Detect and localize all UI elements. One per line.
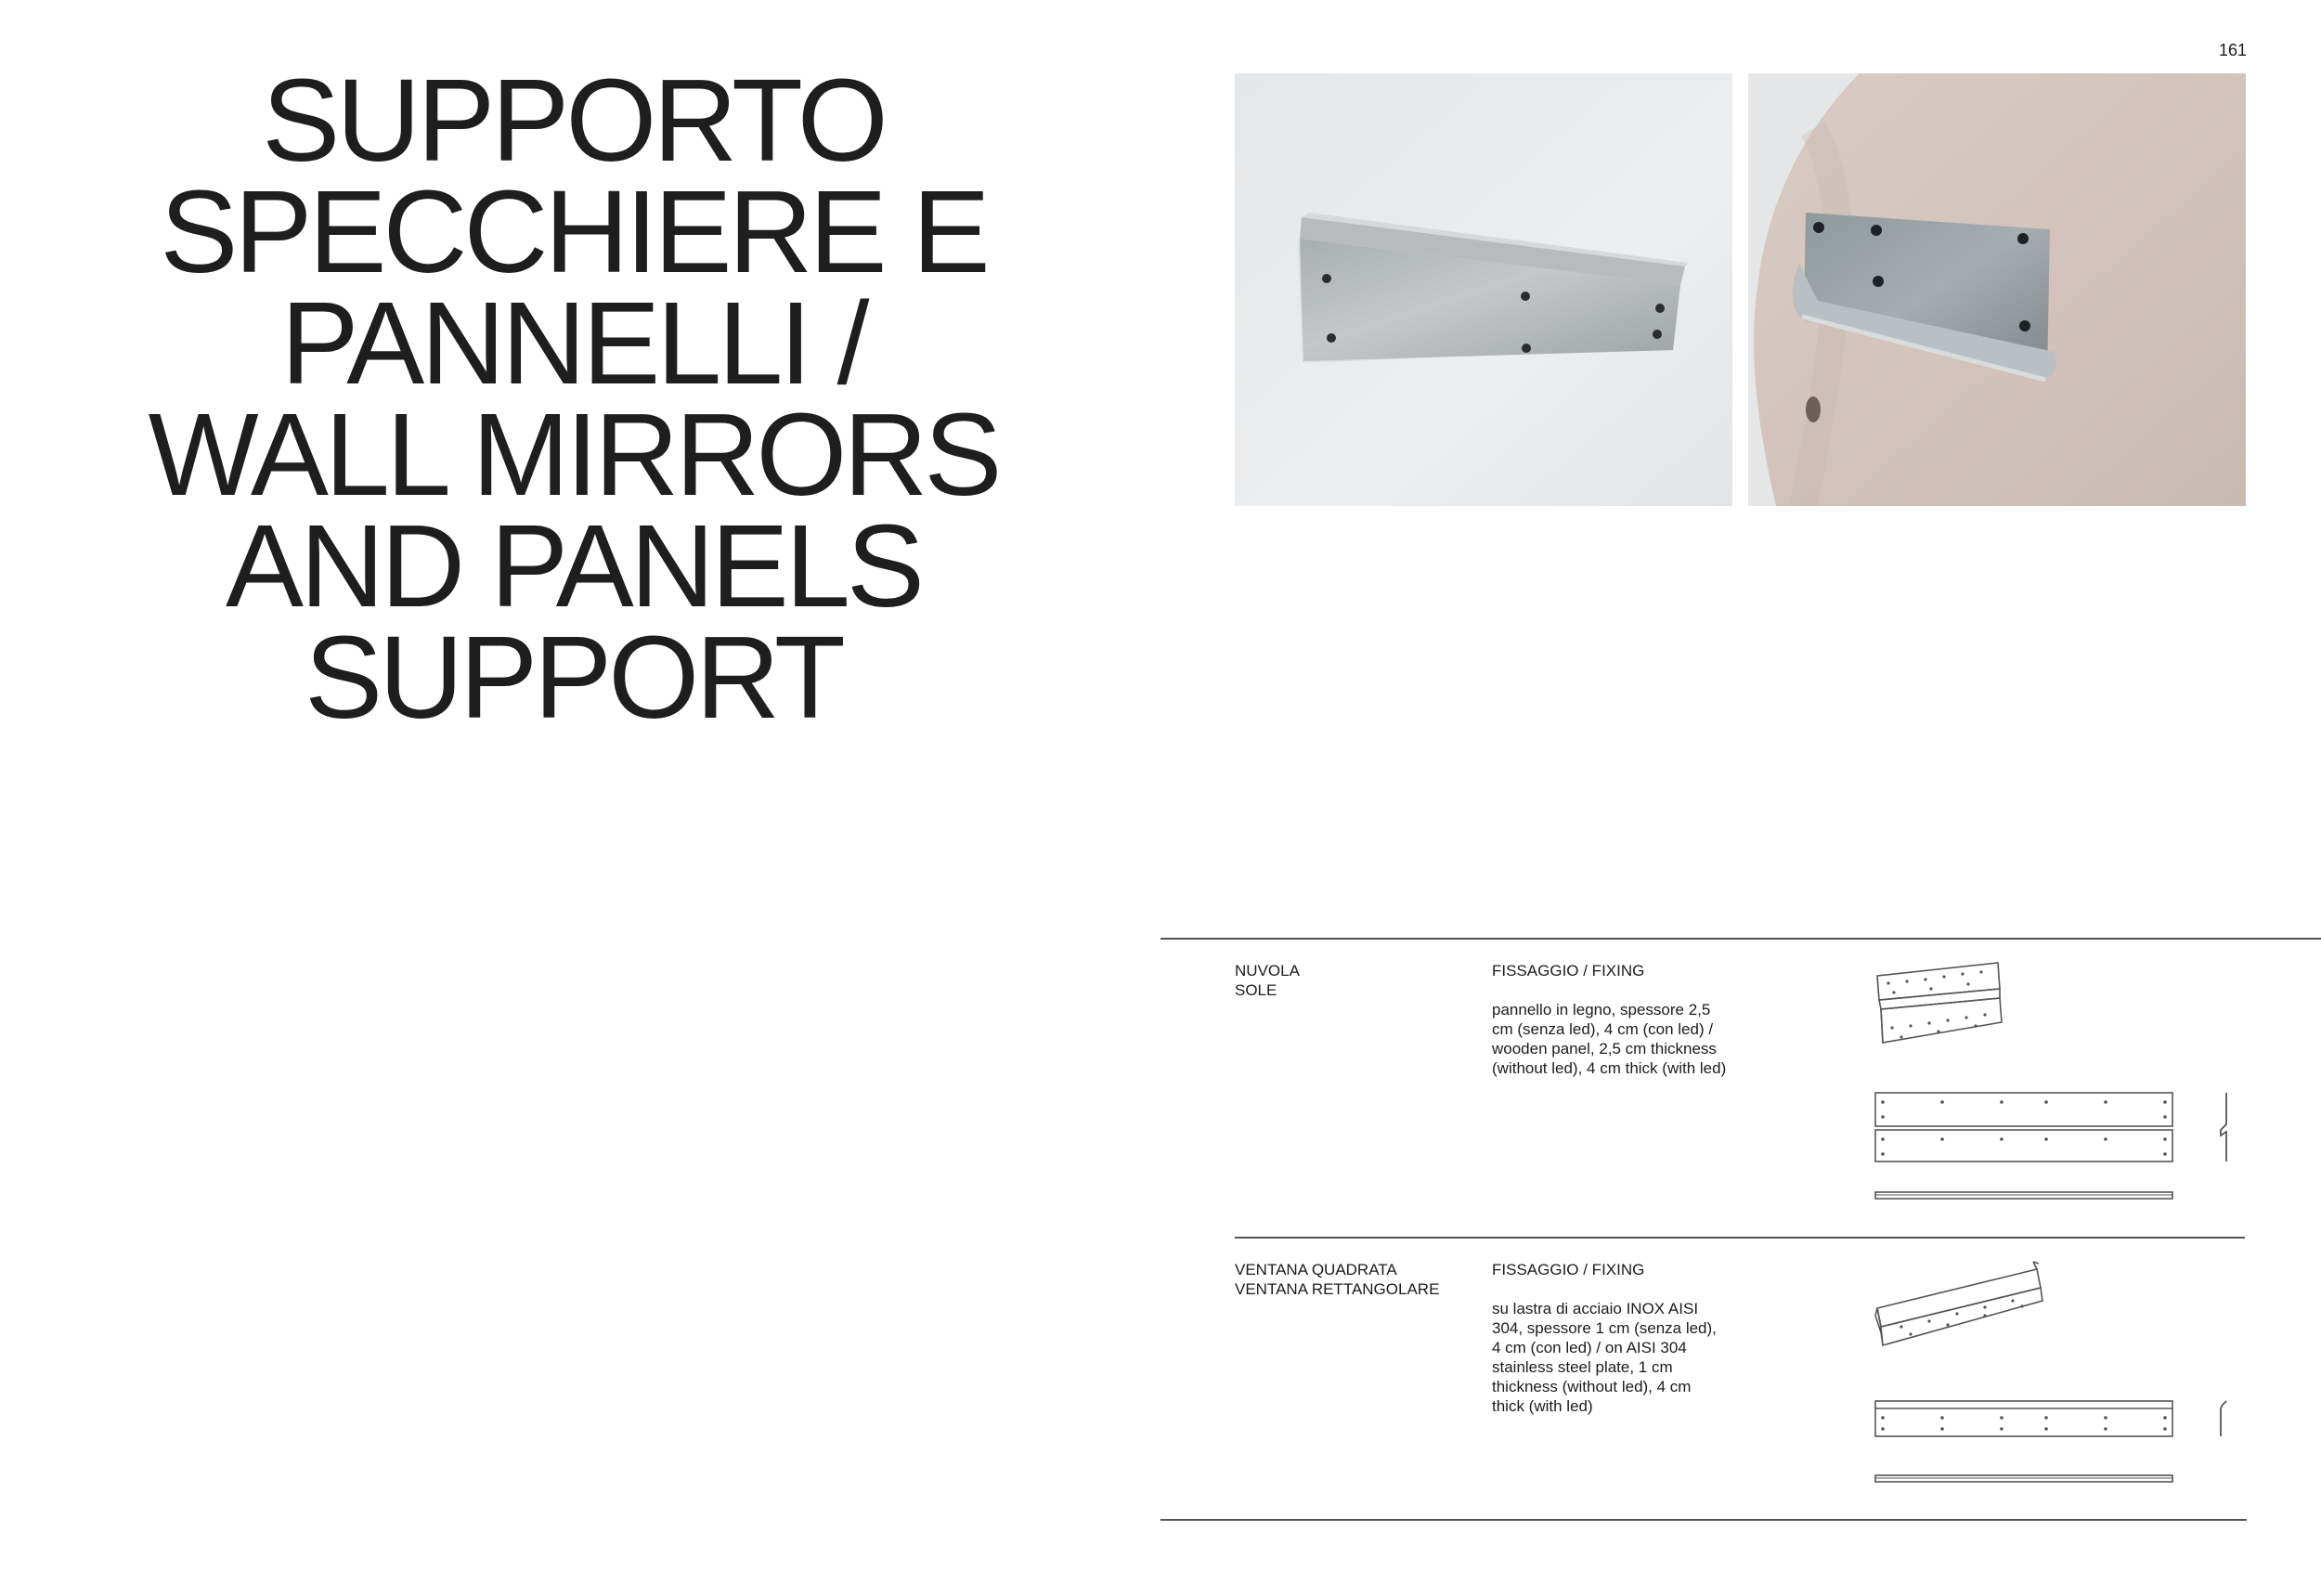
fixing-line: thickness (without led), 4 cm — [1492, 1378, 1692, 1395]
product-names — [1235, 961, 1476, 1000]
fixing-description — [1492, 1000, 1752, 1078]
plate-bracket-side-profile-drawing — [2217, 1399, 2230, 1438]
fixing-line: pannello in legno, spessore 2,5 — [1492, 1001, 1711, 1019]
section-divider-top — [1160, 938, 2321, 940]
product-name: SOLE — [1235, 981, 1277, 999]
page-number: 161 — [2218, 41, 2247, 59]
fixing-line: thick (with led) — [1492, 1397, 1593, 1415]
bracket-perspective-drawing — [1874, 961, 2003, 1050]
section-divider-middle — [1235, 1237, 2245, 1239]
fixing-line: cm (senza led), 4 cm (con led) / — [1492, 1020, 1714, 1038]
title-line: PANNELLI / — [280, 278, 866, 409]
bracket-front-view-drawing — [1874, 1091, 2174, 1163]
fixing-line: su lastra di acciaio INOX AISI — [1492, 1300, 1699, 1317]
fixing-description — [1492, 1299, 1752, 1416]
page-title — [0, 55, 1147, 743]
fixing-title: FISSAGGIO / FIXING — [1492, 1261, 1645, 1278]
title-line: SUPPORTO — [262, 55, 885, 186]
product-name: VENTANA RETTANGOLARE — [1235, 1280, 1440, 1298]
bracket-panel-photo — [1748, 73, 2246, 506]
fixing-line: (without led), 4 cm thick (with led) — [1492, 1059, 1727, 1077]
product-name: VENTANA QUADRATA — [1235, 1261, 1397, 1278]
bracket-side-profile-drawing — [2217, 1091, 2230, 1163]
title-line: AND PANELS — [226, 500, 921, 631]
product-names — [1235, 1260, 1476, 1299]
plate-bracket-perspective-drawing — [1874, 1260, 2046, 1353]
plate-bracket-front-view-drawing — [1874, 1399, 2174, 1438]
fixing-line: 4 cm (con led) / on AISI 304 — [1492, 1339, 1687, 1356]
product-name: NUVOLA — [1235, 962, 1300, 980]
fixing-info — [1492, 1260, 1752, 1416]
fixing-line: stainless steel plate, 1 cm — [1492, 1358, 1673, 1376]
fixing-line: 304, spessore 1 cm (senza led), — [1492, 1319, 1717, 1337]
plate-bracket-top-view-drawing — [1874, 1473, 2174, 1485]
title-line: SPECCHIERE E — [160, 166, 987, 297]
bracket-wall-photo — [1235, 73, 1732, 506]
title-line: SUPPORT — [305, 612, 842, 743]
fixing-title: FISSAGGIO / FIXING — [1492, 962, 1645, 980]
fixing-info — [1492, 961, 1752, 1078]
section-divider-bottom — [1160, 1519, 2247, 1521]
fixing-line: wooden panel, 2,5 cm thickness — [1492, 1040, 1717, 1058]
bracket-top-view-drawing — [1874, 1190, 2174, 1201]
title-line: WALL MIRRORS — [148, 389, 999, 520]
